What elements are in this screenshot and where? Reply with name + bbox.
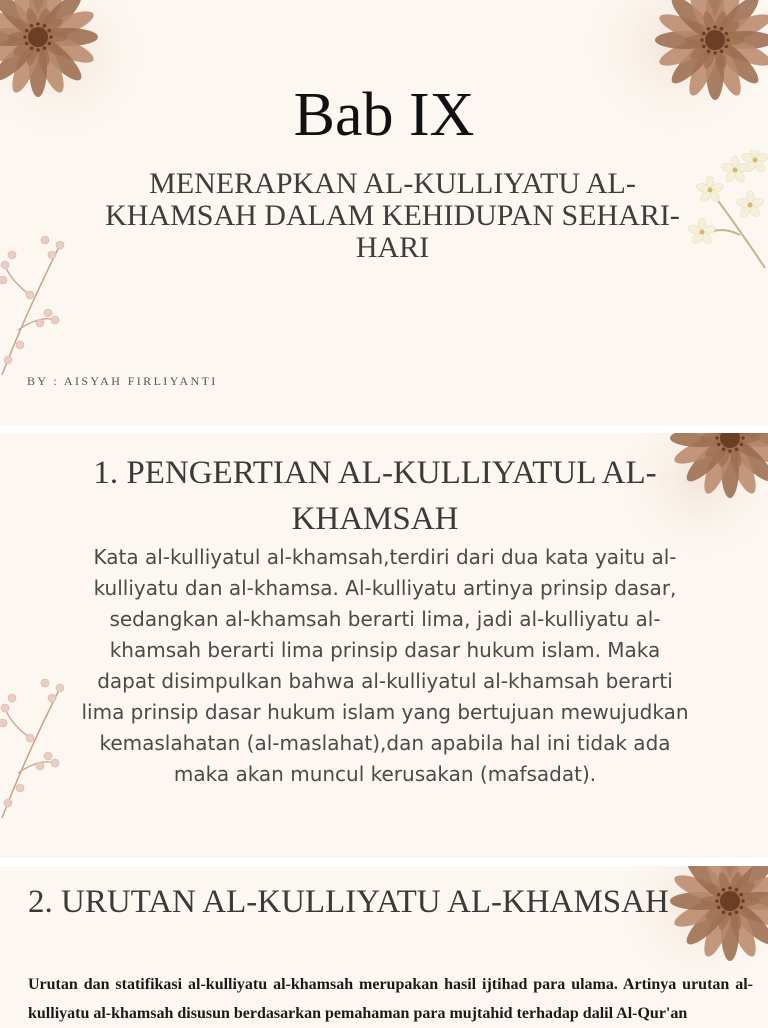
slide-separator <box>0 425 768 433</box>
definition-text: Kata al-kulliyatul al-khamsah,terdiri dari dua kata yaitu al-kulliyatu dan al-khamsa. Al-kulliyatu artinya prinsip dasar, sedangkan al-khamsah berarti lima, jadi al-kulliyatu al-khamsah berarti lima prinsip dasar hukum islam. Maka dapat disimpulkan bahwa al-kulliyatul al-khamsah berarti lima prinsip dasar hukum islam yang bertujuan mewujudkan kemaslahatan (al-maslahat),dan apabila hal ini tidak ada maka akan muncul kerusakan (mafsadat). <box>80 542 690 790</box>
slide-separator <box>0 858 768 866</box>
page-subtitle: MENERAPKAN AL-KULLIYATU AL-KHAMSAH DALAM KEHIDUPAN SEHARI-HARI <box>90 168 695 264</box>
order-paragraph: Urutan dan statifikasi al-kulliyatu al-khamsah merupakan hasil ijtihad para ulama. Artinya urutan al-kulliyatu al-khamsah disusun berdasarkan pemahaman para mujtahid terhadap dalil Al-Qur'an <box>28 970 753 1028</box>
author-credit: BY : AISYAH FIRLIYANTI <box>27 374 218 389</box>
blossom-sprig-decoration <box>0 668 70 828</box>
section-heading-definition: 1. PENGERTIAN AL-KULLIYATUL AL-KHAMSAH <box>70 450 680 542</box>
slide-title <box>0 0 768 425</box>
section-heading-order: 2. URUTAN AL-KULLIYATU AL-KHAMSAH <box>28 884 688 921</box>
blossom-sprig-decoration <box>0 225 80 385</box>
page-title: Bab IX <box>0 80 768 151</box>
